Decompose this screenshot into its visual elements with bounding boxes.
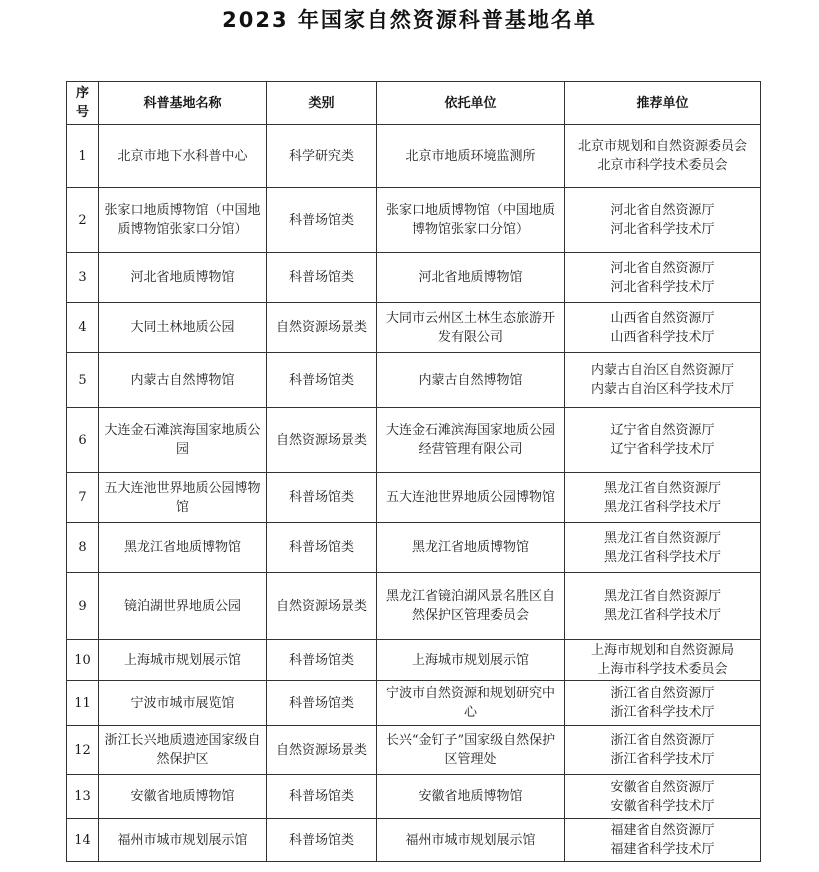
base-name-cell: 福州市城市规划展示馆	[99, 819, 267, 862]
host-unit-cell: 五大连池世界地质公园博物馆	[377, 473, 565, 523]
table-row	[67, 573, 761, 640]
recommender-line: 河北省科学技术厅	[610, 222, 715, 237]
category-cell: 科普场馆类	[267, 188, 377, 253]
recommender-line: 河北省科学技术厅	[610, 279, 715, 295]
recommender-line: 辽宁省科学技术厅	[610, 442, 715, 457]
recommending-unit-cell	[565, 253, 761, 303]
recommender-line: 福建省自然资源厅	[610, 823, 715, 838]
row-index: 2	[67, 188, 99, 253]
category-cell: 科学研究类	[267, 125, 377, 188]
row-index: 5	[67, 353, 99, 408]
recommender-line: 上海市规划和自然资源局	[590, 643, 734, 658]
base-name-cell: 安徽省地质博物馆	[99, 775, 267, 819]
base-name-cell: 宁波市城市展览馆	[99, 681, 267, 726]
base-name-cell: 内蒙古自然博物馆	[99, 353, 267, 408]
recommender-line: 辽宁省自然资源厅	[610, 423, 715, 438]
host-unit-cell: 黑龙江省地质博物馆	[377, 523, 565, 573]
recommender-line: 浙江省自然资源厅	[610, 733, 715, 748]
table-row	[67, 253, 761, 303]
row-index: 13	[67, 775, 99, 819]
table-row	[67, 681, 761, 726]
row-index: 10	[67, 640, 99, 681]
recommending-unit-cell	[565, 573, 761, 640]
category-cell: 科普场馆类	[267, 253, 377, 303]
base-name-cell: 浙江长兴地质遗迹国家级自然保护区	[99, 726, 267, 775]
recommender-line: 安徽省自然资源厅	[610, 779, 715, 795]
host-unit-cell: 大连金石滩滨海国家地质公园经营管理有限公司	[377, 408, 565, 473]
category-cell: 科普场馆类	[267, 819, 377, 862]
header-base-name: 科普基地名称	[99, 82, 267, 125]
recommender-line: 黑龙江省自然资源厅	[603, 480, 721, 496]
base-name-cell: 黑龙江省地质博物馆	[99, 523, 267, 573]
row-index: 12	[67, 726, 99, 775]
table-row	[67, 188, 761, 253]
recommender-line: 北京市科学技术委员会	[597, 158, 728, 173]
recommending-unit-cell	[565, 473, 761, 523]
table-row	[67, 125, 761, 188]
host-unit-cell: 北京市地质环境监测所	[377, 125, 565, 188]
base-name-cell: 河北省地质博物馆	[99, 253, 267, 303]
table-row	[67, 640, 761, 681]
category-cell: 科普场馆类	[267, 473, 377, 523]
category-cell: 科普场馆类	[267, 775, 377, 819]
base-name-cell: 大同土林地质公园	[99, 303, 267, 353]
recommender-line: 浙江省科学技术厅	[610, 752, 715, 767]
row-index: 6	[67, 408, 99, 473]
recommender-line: 河北省自然资源厅	[610, 260, 715, 276]
recommender-line: 山西省自然资源厅	[610, 310, 715, 326]
recommender-line: 黑龙江省自然资源厅	[603, 530, 721, 546]
header-category: 类别	[267, 82, 377, 125]
recommending-unit-cell	[565, 408, 761, 473]
recommender-line: 浙江省自然资源厅	[610, 686, 715, 701]
recommending-unit-cell	[565, 726, 761, 775]
host-unit-cell: 张家口地质博物馆（中国地质博物馆张家口分馆）	[377, 188, 565, 253]
recommending-unit-cell	[565, 188, 761, 253]
host-unit-cell: 黑龙江省镜泊湖风景名胜区自然保护区管理委员会	[377, 573, 565, 640]
category-cell: 科普场馆类	[267, 681, 377, 726]
recommender-line: 北京市规划和自然资源委员会	[577, 139, 747, 154]
recommender-line: 浙江省科学技术厅	[610, 705, 715, 720]
table-row	[67, 726, 761, 775]
recommending-unit-cell	[565, 303, 761, 353]
recommending-unit-cell	[565, 640, 761, 681]
recommending-unit-cell	[565, 775, 761, 819]
header-index: 序号	[67, 82, 99, 125]
row-index: 14	[67, 819, 99, 862]
recommending-unit-cell	[565, 523, 761, 573]
base-name-cell: 镜泊湖世界地质公园	[99, 573, 267, 640]
table-row	[67, 473, 761, 523]
page-title: 2023 年国家自然资源科普基地名单	[222, 8, 597, 32]
table-row	[67, 819, 761, 862]
recommender-line: 内蒙古自治区自然资源厅	[590, 363, 734, 378]
host-unit-cell: 长兴“金钉子”国家级自然保护区管理处	[377, 726, 565, 775]
table-header-row	[67, 82, 761, 125]
table-row	[67, 303, 761, 353]
category-cell: 自然资源场景类	[267, 573, 377, 640]
header-recommending-unit: 推荐单位	[565, 82, 761, 125]
host-unit-cell: 宁波市自然资源和规划研究中心	[377, 681, 565, 726]
row-index: 11	[67, 681, 99, 726]
recommending-unit-cell	[565, 681, 761, 726]
recommender-line: 内蒙古自治区科学技术厅	[590, 382, 734, 397]
category-cell: 自然资源场景类	[267, 303, 377, 353]
host-unit-cell: 上海城市规划展示馆	[377, 640, 565, 681]
row-index: 1	[67, 125, 99, 188]
category-cell: 科普场馆类	[267, 640, 377, 681]
host-unit-cell: 河北省地质博物馆	[377, 253, 565, 303]
host-unit-cell: 安徽省地质博物馆	[377, 775, 565, 819]
recommender-line: 黑龙江省科学技术厅	[603, 499, 721, 515]
category-cell: 自然资源场景类	[267, 726, 377, 775]
recommender-line: 黑龙江省自然资源厅	[603, 589, 721, 604]
table-row	[67, 353, 761, 408]
recommender-line: 福建省科学技术厅	[610, 842, 715, 857]
science-base-table	[66, 81, 761, 862]
recommender-line: 安徽省科学技术厅	[610, 798, 715, 814]
recommending-unit-cell	[565, 125, 761, 188]
row-index: 7	[67, 473, 99, 523]
category-cell: 科普场馆类	[267, 353, 377, 408]
table-row	[67, 408, 761, 473]
base-name-cell: 上海城市规划展示馆	[99, 640, 267, 681]
base-name-cell: 张家口地质博物馆（中国地质博物馆张家口分馆）	[99, 188, 267, 253]
recommender-line: 山西省科学技术厅	[610, 329, 715, 345]
base-name-cell: 北京市地下水科普中心	[99, 125, 267, 188]
row-index: 9	[67, 573, 99, 640]
category-cell: 科普场馆类	[267, 523, 377, 573]
recommender-line: 河北省自然资源厅	[610, 203, 715, 218]
recommender-line: 黑龙江省科学技术厅	[603, 549, 721, 565]
table-row	[67, 523, 761, 573]
recommender-line: 上海市科学技术委员会	[597, 662, 728, 677]
base-name-cell: 大连金石滩滨海国家地质公园	[99, 408, 267, 473]
recommender-line: 黑龙江省科学技术厅	[603, 608, 721, 623]
category-cell: 自然资源场景类	[267, 408, 377, 473]
table-row	[67, 775, 761, 819]
recommending-unit-cell	[565, 819, 761, 862]
row-index: 4	[67, 303, 99, 353]
host-unit-cell: 福州市城市规划展示馆	[377, 819, 565, 862]
header-host-unit: 依托单位	[377, 82, 565, 125]
recommending-unit-cell	[565, 353, 761, 408]
host-unit-cell: 内蒙古自然博物馆	[377, 353, 565, 408]
row-index: 8	[67, 523, 99, 573]
base-name-cell: 五大连池世界地质公园博物馆	[99, 473, 267, 523]
row-index: 3	[67, 253, 99, 303]
host-unit-cell: 大同市云州区土林生态旅游开发有限公司	[377, 303, 565, 353]
